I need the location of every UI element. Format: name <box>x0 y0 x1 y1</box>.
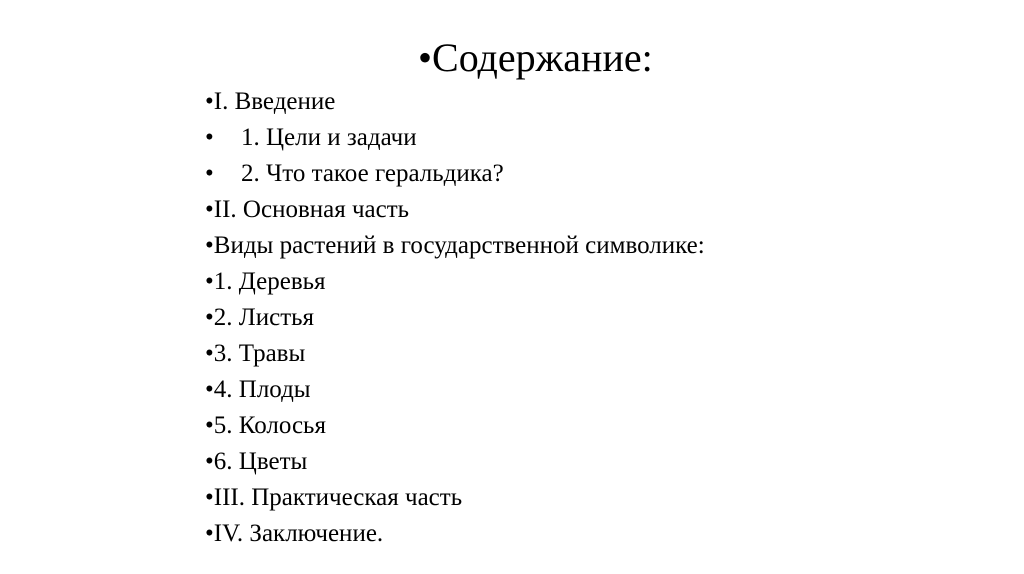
toc-item-label: 3. Травы <box>213 340 306 367</box>
bullet: • <box>205 412 214 439</box>
toc-item-flowers <box>205 444 705 480</box>
toc-item-fruits <box>205 372 705 408</box>
bullet: • <box>205 124 214 151</box>
toc-item-label: I. Введение <box>213 88 336 115</box>
bullet: • <box>205 160 214 187</box>
toc-item-main-part <box>205 192 705 228</box>
toc-item-label: 5. Колосья <box>213 412 326 439</box>
bullet: • <box>205 196 214 223</box>
bullet: • <box>205 448 214 475</box>
toc-item-conclusion <box>205 516 705 552</box>
toc-item-label: 6. Цветы <box>213 448 308 475</box>
toc-item-label: Виды растений в государственной символике: <box>213 232 705 259</box>
toc-item-label: 2. Что такое геральдика? <box>241 160 504 187</box>
toc-item-practical-part <box>205 480 705 516</box>
bullet: • <box>205 376 214 403</box>
toc-item-goals <box>205 120 705 156</box>
bullet: • <box>205 268 214 295</box>
bullet: • <box>205 520 214 547</box>
toc-item-label: II. Основная часть <box>213 196 410 223</box>
toc-item-label: 1. Деревья <box>213 268 326 295</box>
slide-title <box>418 34 653 82</box>
toc-item-label: 2. Листья <box>213 304 315 331</box>
toc-item-herbs <box>205 336 705 372</box>
toc-item-label: 1. Цели и задачи <box>241 124 417 151</box>
bullet: • <box>205 232 214 259</box>
toc-item-plant-types <box>205 228 705 264</box>
toc-item-ears <box>205 408 705 444</box>
table-of-contents <box>205 84 705 552</box>
toc-item-trees <box>205 264 705 300</box>
bullet: • <box>205 340 214 367</box>
bullet: • <box>418 35 433 80</box>
bullet: • <box>205 304 214 331</box>
title-text: Содержание: <box>432 35 653 80</box>
bullet: • <box>205 484 214 511</box>
bullet: • <box>205 88 214 115</box>
toc-item-label: 4. Плоды <box>213 376 311 403</box>
toc-item-label: III. Практическая часть <box>213 484 463 511</box>
toc-item-introduction <box>205 84 705 120</box>
toc-item-leaves <box>205 300 705 336</box>
toc-item-label: IV. Заключение. <box>213 520 384 547</box>
toc-item-heraldry <box>205 156 705 192</box>
